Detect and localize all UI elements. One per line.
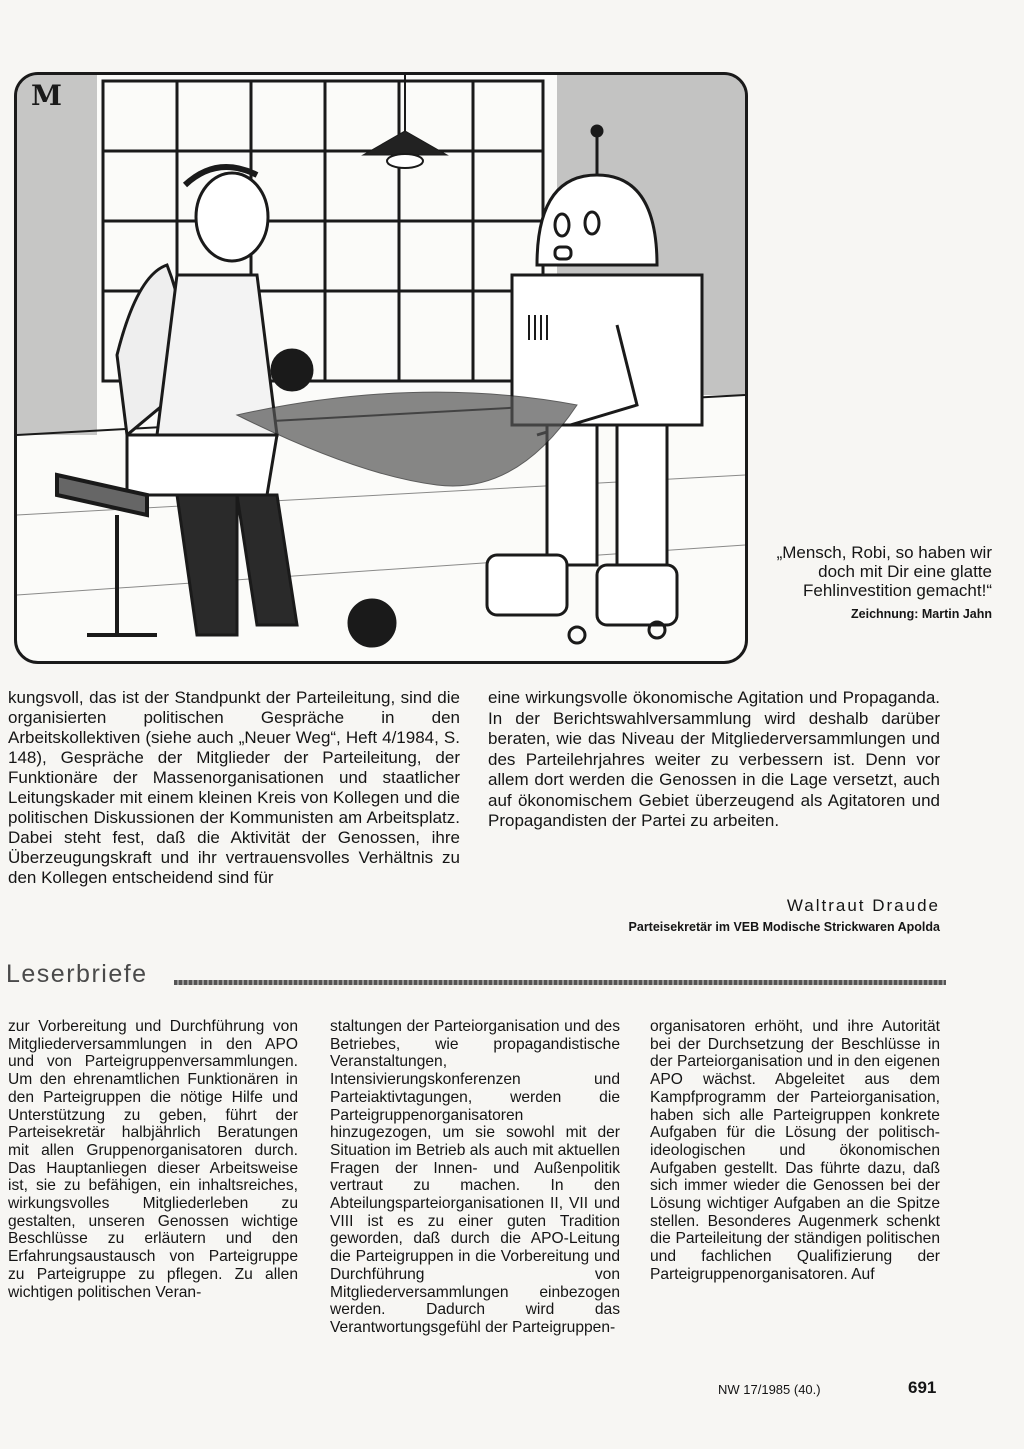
section-header	[6, 960, 946, 994]
page-number: 691	[908, 1378, 937, 1397]
ceiling-lamp	[363, 75, 447, 168]
letters-column-2: staltungen der Parteiorganisation und des Betriebes, wie propagandistische Veranstaltungen, Intensivierungskonferenzen und Parteiaktivtagungen, werden die Parteigruppenorganisatoren hinzugezogen, um sie sowohl mit der Situation im Betrieb als auch mit aktuellen Fragen der Innen- und Außenpolitik vertraut zu machen. In den Abteilungsparteiorganisationen II, VII und VIII ist es zu einer guten Tradition geworden, daß durch die APO-Leitung die Parteigruppen in die Vorbereitung und Durchführung von Mitgliederversammlungen einbezogen werden. Dadurch wird das Verantwortungsgefühl der Parteigruppen-	[330, 1018, 620, 1336]
cartoon-illustration	[14, 72, 748, 664]
man-figure	[117, 167, 312, 635]
letters-column-3: organisatoren erhöht, und ihre Autorität bei der Durchsetzung der Beschlüsse in der Parteiorganisation und in den eigenen APO wächst. Abgeleitet aus dem Kampfprogramm der Parteiorganisation, haben sich alle Parteigruppen konkrete Aufgaben für die Lösung der politisch-ideologischen und ökonomischen Aufgaben gestellt. Das führte dazu, daß sich immer wieder die Genossen bei der Lösung wichtiger Aufgaben an die Spitze stellen. Besonderes Augenmerk schenkt die Parteileitung der ständigen politischen und fachlichen Qualifizierung der Parteigruppenorganisatoren. Auf	[650, 1018, 940, 1283]
artist-initials: M	[31, 79, 62, 112]
cartoon-drawing	[17, 75, 745, 661]
illustration-credit: Zeichnung: Martin Jahn	[851, 607, 992, 621]
chair	[57, 475, 157, 635]
author-signature	[560, 896, 940, 934]
issue-reference: NW 17/1985 (40.)	[718, 1382, 821, 1397]
caption-quote: „Mensch, Robi, so haben wir doch mit Dir eine glatte Fehlinvestition gemacht!“	[776, 543, 992, 600]
author-name: Waltraut Draude	[786, 896, 940, 915]
cartoon-caption	[762, 543, 992, 624]
article-column-left: kungsvoll, das ist der Standpunkt der Parteileitung, sind die organisierten politischen Gespräche in den Arbeitskollektiven (siehe auch „Neuer Weg“, Heft 4/1984, S. 148), Gespräche der Mitglieder der Parteileitung, der Funktionäre der Massenorganisationen und staatlicher Leitungskader mit einem kleinen Kreis von Kollegen und die politischen Diskussionen der Kommunisten am Arbeitsplatz. Dabei steht fest, daß die Aktivität der Genossen, ihre Überzeugungskraft und ihr vertrauensvolles Verhältnis zu den Kollegen entscheidend sind für	[8, 688, 460, 887]
section-title: Leserbriefe	[6, 960, 148, 988]
author-role: Parteisekretär im VEB Modische Strickwaren Apolda	[628, 920, 940, 934]
yarn-hammock	[237, 392, 577, 486]
section-rule	[174, 980, 946, 985]
yarn-ball	[348, 599, 396, 647]
letters-column-1: zur Vorbereitung und Durchführung von Mitgliederversammlungen in den APO und von Parteigruppenversammlungen. Um den ehrenamtlichen Funktionären in den Parteigruppen die nötige Hilfe und Unterstützung zu geben, führt der Parteisekretär halbjährlich Beratungen mit allen Gruppenorganisatoren durch. Das Hauptanliegen dieser Arbeitsweise ist, sie zu befähigen, ein inhaltsreiches, wirkungsvolles Mitgliederleben zu gestalten, unseren Genossen wichtige Beschlüsse zu erläutern und den Erfahrungsaustausch von Parteigruppe zu Parteigruppe zu pflegen. Zu allen wichtigen politischen Veran-	[8, 1018, 298, 1301]
article-column-right: eine wirkungsvolle ökonomische Agitation und Propaganda. In der Berichtswahlversammlung wird deshalb darüber beraten, wie das Niveau der Mitgliederversammlungen und des Parteilehrjahres weiter zu verbessern ist. Denn vor allem dort werden die Genossen in die Lage versetzt, auch auf ökonomischem Gebiet überzeugend als Agitatoren und Propagandisten der Partei zu arbeiten.	[488, 688, 940, 830]
